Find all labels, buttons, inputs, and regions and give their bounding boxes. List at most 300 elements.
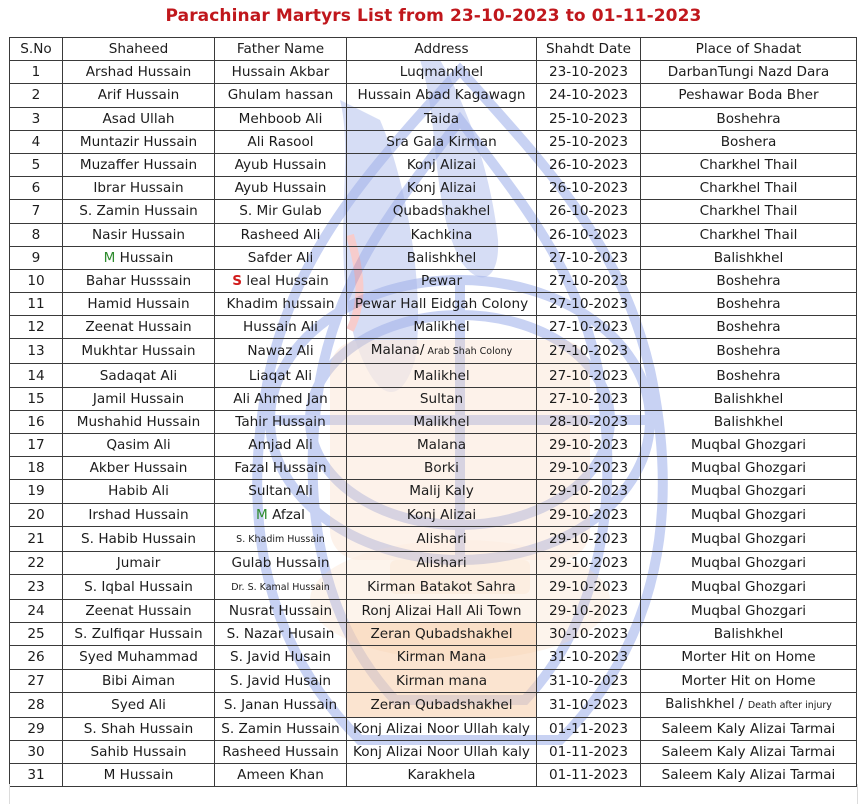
sno-text: 24 [27,603,45,620]
shaheed-text: S. Shah Hussain [83,720,194,737]
cell-father [215,503,347,526]
cell-address [347,200,537,223]
cell-father [215,623,347,646]
cell-address [347,526,537,551]
address-text: Malana/ [370,342,425,359]
table-row [10,646,857,669]
cell-date [537,293,641,316]
father-text: Amjad Ali [248,437,313,454]
cell-place [641,574,857,599]
cell-father [215,61,347,84]
cell-address [347,692,537,717]
place-text: Balishkhel [713,390,784,407]
cell-date [537,646,641,669]
table-row [10,130,857,153]
cell-father [215,526,347,551]
sno-text: 20 [27,506,45,523]
shaheed-text: Mukhtar Hussain [81,343,196,360]
cell-shaheed [63,387,215,410]
date-text: 29-10-2023 [548,578,628,595]
shaheed-text: Muntazir Hussain [79,133,198,150]
father-text-small: Dr. S. Kamal Hussain [231,581,330,593]
date-text: 01-11-2023 [548,720,628,737]
cell-father [215,574,347,599]
cell-shaheed [63,177,215,200]
date-text: 25-10-2023 [548,110,628,127]
table-row [10,153,857,176]
cell-father [215,457,347,480]
table-row [10,503,857,526]
cell-shaheed [63,717,215,740]
father-text: Liaqat Ali [248,367,313,384]
shaheed-text: Syed Muhammad [79,649,198,666]
cell-address [347,669,537,692]
cell-shaheed [63,293,215,316]
cell-sno [10,316,63,339]
address-text: Hussain Abad Kagawagn [357,87,526,104]
cell-shaheed [63,246,215,269]
header-shaheed: Shaheed [63,38,215,61]
date-text: 31-10-2023 [548,672,628,689]
cell-address [347,574,537,599]
table-row [10,457,857,480]
cell-father [215,364,347,387]
date-text: 29-10-2023 [548,506,628,523]
table-row [10,293,857,316]
cell-address [347,177,537,200]
address-text: Konj Alizai [406,180,477,197]
cell-shaheed [63,61,215,84]
place-text: Charkhel Thail [699,157,798,174]
address-text: Zeran Qubadshakhel [370,626,513,643]
cell-date [537,669,641,692]
table-row [10,410,857,433]
place-text: Charkhel Thail [699,203,798,220]
cell-address [347,246,537,269]
cell-address [347,410,537,433]
place-text: DarbanTungi Nazd Dara [667,64,830,81]
date-text: 30-10-2023 [548,626,628,643]
sno-text: 7 [31,203,41,220]
place-text: Boshehra [716,296,781,313]
date-text: 29-10-2023 [548,603,628,620]
father-text: Rasheed Ali [240,226,321,243]
cell-place [641,153,857,176]
cell-address [347,130,537,153]
cell-sno [10,339,63,364]
empty-grid-row [9,784,858,804]
date-text: 27-10-2023 [548,296,628,313]
sno-text: 31 [27,767,45,784]
father-text-small: S. Khadim Hussain [236,533,325,545]
cell-date [537,200,641,223]
shaheed-text: Muzaffer Hussain [79,157,198,174]
cell-shaheed [63,692,215,717]
cell-date [537,61,641,84]
sno-text: 25 [27,626,45,643]
father-text: Tahir Hussain [235,413,326,430]
cell-date [537,599,641,622]
cell-address [347,153,537,176]
date-text: 24-10-2023 [548,87,628,104]
sno-text: 18 [27,460,45,477]
place-text: Saleem Kaly Alizai Tarmai [661,743,836,760]
cell-father [215,551,347,574]
cell-shaheed [63,84,215,107]
sno-text: 17 [27,437,45,454]
cell-shaheed [63,269,215,292]
cell-date [537,526,641,551]
cell-address [347,387,537,410]
cell-place [641,339,857,364]
sno-text: 4 [31,133,41,150]
father-text: Sultan Ali [248,483,313,500]
cell-date [537,130,641,153]
father-text: Rasheed Hussain [222,743,339,760]
table-row [10,692,857,717]
place-text: Boshehra [716,272,781,289]
father-text: Mehboob Ali [238,110,323,127]
cell-shaheed [63,107,215,130]
cell-father [215,246,347,269]
table-row [10,574,857,599]
shaheed-text: S. Zamin Hussain [79,203,198,220]
sno-text: 21 [27,530,45,547]
date-text: 01-11-2023 [548,743,628,760]
sno-text: 19 [27,483,45,500]
cell-shaheed [63,646,215,669]
cell-sno [10,293,63,316]
address-text: Malana [416,437,467,454]
sno-text: 9 [31,249,41,266]
cell-shaheed [63,503,215,526]
address-text: Konj Alizai [406,506,477,523]
address-text: Balishkhel [406,249,477,266]
cell-father [215,223,347,246]
cell-sno [10,269,63,292]
father-text: S. Javid Husain [229,649,332,666]
table-row [10,740,857,763]
header-place: Place of Shadat [641,38,857,61]
shaheed-text: Bahar Husssain [85,272,192,289]
cell-place [641,364,857,387]
sno-text: 12 [27,319,45,336]
cell-date [537,623,641,646]
cell-place [641,200,857,223]
cell-shaheed [63,551,215,574]
father-text: Hussain Akbar [231,64,330,81]
place-text: Boshehra [716,110,781,127]
cell-father [215,130,347,153]
cell-shaheed [63,623,215,646]
cell-father [215,293,347,316]
sno-text: 27 [27,672,45,689]
cell-place [641,717,857,740]
table-row [10,339,857,364]
shaheed-text: S. Habib Hussain [81,530,196,547]
date-text: 27-10-2023 [548,367,628,384]
cell-date [537,84,641,107]
date-text: 29-10-2023 [548,483,628,500]
cell-father [215,434,347,457]
sno-text: 15 [27,390,45,407]
cell-father [215,669,347,692]
shaheed-text: Nasir Hussain [92,226,185,243]
address-text: Luqmankhel [399,64,484,81]
cell-sno [10,410,63,433]
place-text: Muqbal Ghozgari [691,578,806,595]
table-row [10,526,857,551]
father-text: S. Mir Gulab [239,203,322,220]
cell-address [347,269,537,292]
cell-shaheed [63,316,215,339]
shaheed-text: Hussain [115,249,174,266]
cell-address [347,293,537,316]
father-text: Hussain Ali [243,319,318,336]
place-text: Charkhel Thail [699,180,798,197]
cell-shaheed [63,480,215,503]
sno-text: 28 [27,696,45,713]
cell-date [537,153,641,176]
cell-place [641,387,857,410]
cell-date [537,457,641,480]
shaheed-text: Hamid Hussain [87,296,190,313]
sno-text: 23 [27,578,45,595]
cell-sno [10,503,63,526]
father-text: S. Janan Hussain [223,696,338,713]
cell-father [215,177,347,200]
place-text: Morter Hit on Home [681,649,816,666]
cell-address [347,339,537,364]
place-text: Muqbal Ghozgari [691,483,806,500]
cell-sno [10,692,63,717]
shaheed-text: Bibi Aiman [101,672,176,689]
table-row [10,551,857,574]
shaheed-text: Zeenat Hussain [85,319,192,336]
address-text: Ronj Alizai Hall Ali Town [361,603,522,620]
cell-address [347,551,537,574]
shaheed-text: S. Iqbal Hussain [84,578,193,595]
date-text: 29-10-2023 [548,554,628,571]
place-text: Peshawar Boda Bher [678,87,819,104]
place-text: Charkhel Thail [699,226,798,243]
address-text: Karakhela [407,767,476,784]
address-text: Borki [424,460,459,477]
cell-father [215,410,347,433]
shaheed-text: Syed Ali [111,696,166,713]
date-text: 27-10-2023 [548,319,628,336]
cell-sno [10,434,63,457]
cell-shaheed [63,599,215,622]
shaheed-text: Qasim Ali [106,437,171,454]
table-row [10,269,857,292]
header-date: Shahdt Date [537,38,641,61]
martyrs-table [9,37,857,787]
date-text: 28-10-2023 [548,413,628,430]
cell-shaheed [63,200,215,223]
shaheed-text: Akber Hussain [89,460,188,477]
cell-place [641,246,857,269]
sno-text: 6 [31,180,41,197]
cell-place [641,623,857,646]
cell-sno [10,200,63,223]
date-text: 29-10-2023 [548,437,628,454]
cell-date [537,740,641,763]
cell-sno [10,526,63,551]
sno-text: 3 [31,110,41,127]
sno-text: 10 [27,272,45,289]
cell-address [347,434,537,457]
cell-place [641,646,857,669]
address-text: Malikhel [413,413,470,430]
sno-text: 1 [31,64,41,81]
father-text: Ayub Hussain [234,180,327,197]
table-row [10,480,857,503]
table-row [10,84,857,107]
cell-shaheed [63,153,215,176]
table-header-row [10,38,857,61]
shaheed-text: Asad Ullah [102,110,175,127]
cell-address [347,480,537,503]
cell-sno [10,61,63,84]
cell-shaheed [63,457,215,480]
cell-sno [10,599,63,622]
table-row [10,177,857,200]
cell-date [537,316,641,339]
cell-address [347,717,537,740]
cell-place [641,293,857,316]
table-row [10,61,857,84]
cell-date [537,480,641,503]
cell-father [215,740,347,763]
cell-sno [10,364,63,387]
cell-place [641,107,857,130]
date-text: 27-10-2023 [548,343,628,360]
table-row [10,223,857,246]
cell-date [537,410,641,433]
sno-text: 22 [27,554,45,571]
cell-place [641,130,857,153]
cell-father [215,200,347,223]
father-text: Nusrat Hussain [228,603,333,620]
cell-date [537,339,641,364]
table-row [10,669,857,692]
shaheed-text: Zeenat Hussain [85,603,192,620]
place-text: Saleem Kaly Alizai Tarmai [661,720,836,737]
father-text: Ali Ahmed Jan [233,390,328,407]
shaheed-text: S. Zulfiqar Hussain [74,626,203,643]
shaheed-text: Jamil Hussain [92,390,185,407]
place-text: Muqbal Ghozgari [691,437,806,454]
sno-text: 5 [31,157,41,174]
cell-place [641,740,857,763]
father-text: leal Hussain [242,272,329,289]
cell-sno [10,153,63,176]
date-text: 25-10-2023 [548,133,628,150]
cell-place [641,84,857,107]
address-text: Pewar Hall Eidgah Colony [354,296,529,313]
cell-date [537,574,641,599]
date-text: 26-10-2023 [548,203,628,220]
date-text: 26-10-2023 [548,157,628,174]
shaheed-text: Sahib Hussain [90,743,187,760]
shaheed-text: M Hussain [103,767,174,784]
date-text: 29-10-2023 [548,530,628,547]
date-text: 27-10-2023 [548,272,628,289]
cell-place [641,551,857,574]
place-text: Muqbal Ghozgari [691,506,806,523]
address-text: Malij Kaly [409,483,474,500]
place-text: Boshehra [716,343,781,360]
sno-text: 29 [27,720,45,737]
cell-shaheed [63,740,215,763]
sno-text: 16 [27,413,45,430]
father-text: Nawaz Ali [247,343,314,360]
address-text: Konj Alizai Noor Ullah kaly [353,720,530,737]
cell-address [347,316,537,339]
cell-father [215,84,347,107]
cell-place [641,61,857,84]
father-text: Afzal [267,506,305,523]
shaheed-text: Arif Hussain [97,87,180,104]
shaheed-text: Ibrar Hussain [93,180,184,197]
cell-sno [10,623,63,646]
cell-place [641,316,857,339]
place-text: Morter Hit on Home [681,672,816,689]
cell-father [215,339,347,364]
cell-address [347,223,537,246]
address-text: Alishari [416,530,467,547]
cell-date [537,503,641,526]
place-text: Muqbal Ghozgari [691,460,806,477]
cell-shaheed [63,574,215,599]
cell-father [215,692,347,717]
place-text: Boshera [720,133,777,150]
cell-sno [10,717,63,740]
table-row [10,623,857,646]
date-text: 23-10-2023 [548,64,628,81]
cell-place [641,223,857,246]
cell-place [641,503,857,526]
place-text: Balishkhel [713,413,784,430]
sno-text: 13 [27,343,45,360]
address-text: Kachkina [410,226,473,243]
address-text: Sultan [419,390,464,407]
sno-text: 14 [27,367,45,384]
place-text: Boshehra [716,367,781,384]
page-title: Parachinar Martyrs List from 23-10-2023 to 01-11-2023 [165,6,702,26]
table-row [10,387,857,410]
cell-place [641,669,857,692]
cell-father [215,269,347,292]
cell-place [641,599,857,622]
place-text: Saleem Kaly Alizai Tarmai [661,767,836,784]
cell-place [641,457,857,480]
cell-sno [10,574,63,599]
date-text: 31-10-2023 [548,696,628,713]
father-text: Ameen Khan [237,767,324,784]
sno-text: 11 [27,296,45,313]
cell-date [537,551,641,574]
place-text: Boshehra [716,319,781,336]
address-text: Pewar [420,272,463,289]
cell-place [641,692,857,717]
place-text-small: Death after injury [747,699,832,711]
cell-address [347,457,537,480]
address-text: Kirman Mana [396,649,487,666]
cell-address [347,84,537,107]
cell-father [215,480,347,503]
